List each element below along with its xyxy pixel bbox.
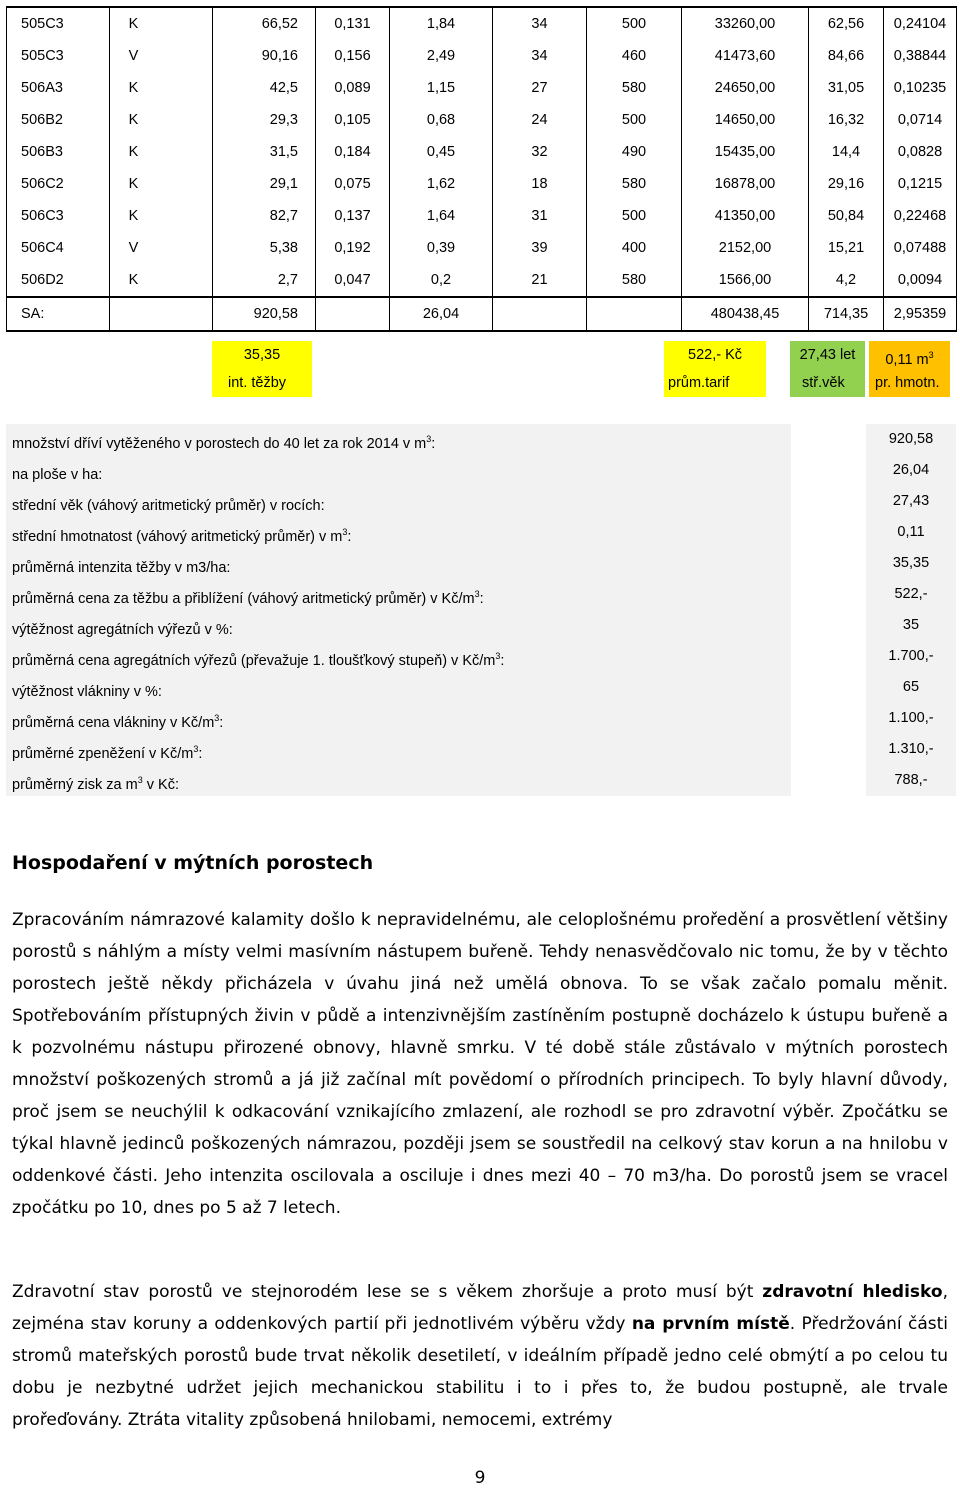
stat-value: 1.100,- <box>866 703 956 734</box>
table-cell: 0,105 <box>316 104 390 136</box>
table-cell: 0,39 <box>390 232 493 264</box>
stat-row <box>6 765 956 796</box>
stat-value: 35,35 <box>866 548 956 579</box>
table-cell: 714,35 <box>809 297 884 331</box>
table-cell: 506C3 <box>7 200 110 232</box>
intensity-value-chip: 35,35 <box>212 341 312 369</box>
table-cell: 16,32 <box>809 104 884 136</box>
table-cell: K <box>110 72 213 104</box>
table-cell: 1,84 <box>390 7 493 40</box>
stat-label: výtěžnost agregátních výřezů v %: <box>6 610 791 641</box>
stat-row <box>6 548 956 579</box>
stat-row <box>6 579 956 610</box>
table-cell: 27 <box>493 72 587 104</box>
stat-label: průměrné zpeněžení v $Kč/m^3$: <box>6 734 791 765</box>
table-cell: 0,24104 <box>884 7 957 40</box>
table-cell: 0,68 <box>390 104 493 136</box>
table-cell: 920,58 <box>213 297 316 331</box>
table-cell: 580 <box>587 168 682 200</box>
table-cell: 5,38 <box>213 232 316 264</box>
table-cell: 0,075 <box>316 168 390 200</box>
table-row <box>7 72 957 104</box>
table-cell: 33260,00 <box>682 7 809 40</box>
table-cell: 0,0094 <box>884 264 957 297</box>
table-cell: 506B2 <box>7 104 110 136</box>
table-row <box>7 104 957 136</box>
data-table <box>6 6 957 332</box>
table-cell: 34 <box>493 40 587 72</box>
table-row <box>7 7 957 40</box>
stat-value: 788,- <box>866 765 956 796</box>
stat-value: 522,- <box>866 579 956 610</box>
table-cell: K <box>110 168 213 200</box>
table-row <box>7 136 957 168</box>
table-cell: 0,2 <box>390 264 493 297</box>
stat-row <box>6 486 956 517</box>
table-cell: K <box>110 104 213 136</box>
table-cell: 500 <box>587 7 682 40</box>
table-cell: 0,089 <box>316 72 390 104</box>
table-cell: 580 <box>587 72 682 104</box>
table-cell: 0,0714 <box>884 104 957 136</box>
paragraph-2: Zdravotní stav porostů ve stejnorodém lese se s věkem zhoršuje a proto musí být zdravotní hledisko, zejména stav koruny a oddenkových partií při jednotlivém výběru vždy na prvním místě. Předržování části stromů mateřských porostů bude trvat několik desetiletí, v ideálním případě jedno celé obmýtí a po celou tu dobu je nezbytné udržet jejich mechanickou stabilitu i to i přes to, že budou postupně, ale trvale prořeďovány. Ztráta vitality způsobená hnilobami, nemocemi, extrémy <box>12 1282 948 1430</box>
table-cell: 0,192 <box>316 232 390 264</box>
table-cell: 580 <box>587 264 682 297</box>
table-cell: 50,84 <box>809 200 884 232</box>
table-cell: 0,1215 <box>884 168 957 200</box>
table-cell: 16878,00 <box>682 168 809 200</box>
table-cell: 480438,45 <box>682 297 809 331</box>
stat-row <box>6 672 956 703</box>
table-cell: 0,22468 <box>884 200 957 232</box>
table-cell: 82,7 <box>213 200 316 232</box>
table-cell: 1,62 <box>390 168 493 200</box>
table-cell: 0,131 <box>316 7 390 40</box>
table-cell: 41473,60 <box>682 40 809 72</box>
table-cell: 84,66 <box>809 40 884 72</box>
table-cell: 29,3 <box>213 104 316 136</box>
stat-row <box>6 517 956 548</box>
table-cell: 29,1 <box>213 168 316 200</box>
stat-row <box>6 641 956 672</box>
table-row <box>7 168 957 200</box>
stat-value: 65 <box>866 672 956 703</box>
stat-row <box>6 703 956 734</box>
table-cell: 1,64 <box>390 200 493 232</box>
table-cell <box>316 297 390 331</box>
table-cell: K <box>110 200 213 232</box>
table-cell: 0,45 <box>390 136 493 168</box>
table-cell: 0,184 <box>316 136 390 168</box>
tarif-label-chip: prům.tarif <box>664 369 766 397</box>
stat-value: 27,43 <box>866 486 956 517</box>
table-cell: 500 <box>587 104 682 136</box>
stat-label: střední věk (váhový aritmetický průměr) v rocích: <box>6 486 791 517</box>
table-cell: 24 <box>493 104 587 136</box>
table-cell: 0,0828 <box>884 136 957 168</box>
table-cell: 14650,00 <box>682 104 809 136</box>
table-cell: 24650,00 <box>682 72 809 104</box>
table-row <box>7 200 957 232</box>
table-cell: 15435,00 <box>682 136 809 168</box>
table-cell: 90,16 <box>213 40 316 72</box>
table-cell: 21 <box>493 264 587 297</box>
table-cell: 490 <box>587 136 682 168</box>
table-cell: 506B3 <box>7 136 110 168</box>
stat-label: střední hmotnatost (váhový aritmetický průměr) v $m^3$: <box>6 517 791 548</box>
table-cell: 4,2 <box>809 264 884 297</box>
paragraph-1: Zpracováním námrazové kalamity došlo k nepravidelnému, ale celoplošnému proředění a prosvětlení většiny porostů s náhlým a místy velmi masívním nástupem buřeně. Tehdy nenasvědčovalo nic tomu, že by v těchto porostech ještě někdy přicházela v úvahu jiná než umělá obnova. To se však začalo pomalu měnit. Spotřebováním přístupných živin v půdě a intenzivnějším zastíněním postupně docházelo k ústupu buřeně a k pozvolnému nástupu přirozené obnovy, hlavně smrku. V té době stále zůstávalo v mýtních porostech množství poškozených stromů a já již začínal mít povědomí o přírodních principech. To byly hlavní důvody, proč jsem se neuchýlil k odkacování vznikajícího zmlazení, ale rozhodl se pro zdravotní výběr. Zpočátku se týkal hlavně jedinců poškozených námrazou, později jsem se soustředil na celkový stav korun a na hnilobu v oddenkové části. Jeho intenzita oscilovala a osciluje i dnes mezi 40 – 70 m3/ha. Do porostů jsem se vracel zpočátku po 10, dnes po 5 až 7 letech. <box>12 910 948 1218</box>
stat-value: 0,11 <box>866 517 956 548</box>
table-cell: 31 <box>493 200 587 232</box>
table-cell: SA: <box>7 297 110 331</box>
stat-row <box>6 734 956 765</box>
table-cell: 1,15 <box>390 72 493 104</box>
stat-value: 1.310,- <box>866 734 956 765</box>
table-cell: 62,56 <box>809 7 884 40</box>
table-cell: 460 <box>587 40 682 72</box>
density-value-chip: 0,11 $m^3$ <box>869 341 950 369</box>
emphasis-health: zdravotní hledisko <box>762 1282 943 1302</box>
table-cell: 2152,00 <box>682 232 809 264</box>
table-sum-row <box>7 297 957 331</box>
table-cell: 42,5 <box>213 72 316 104</box>
table-cell <box>110 297 213 331</box>
age-label-chip: stř.věk <box>790 369 865 397</box>
table-cell: 506C4 <box>7 232 110 264</box>
table-cell: 0,047 <box>316 264 390 297</box>
table-cell: K <box>110 7 213 40</box>
stat-value: 35 <box>866 610 956 641</box>
stat-label: průměrná intenzita těžby v m3/ha: <box>6 548 791 579</box>
stat-value: 26,04 <box>866 455 956 486</box>
table-cell: 2,49 <box>390 40 493 72</box>
table-cell: 0,38844 <box>884 40 957 72</box>
stat-label: výtěžnost vlákniny v %: <box>6 672 791 703</box>
stat-label: množství dříví vytěženého v porostech do 40 let za rok 2014 v $m^3$: <box>6 424 791 455</box>
table-cell: 14,4 <box>809 136 884 168</box>
density-label-chip: pr. hmotn. <box>869 369 950 397</box>
table-row <box>7 264 957 297</box>
table-cell: 0,07488 <box>884 232 957 264</box>
table-cell: 506A3 <box>7 72 110 104</box>
table-cell: K <box>110 264 213 297</box>
stat-label: průměrný zisk za $m^3$ v Kč: <box>6 765 791 796</box>
page-number: 9 <box>474 1468 486 1488</box>
table-cell: 400 <box>587 232 682 264</box>
emphasis-first-place: na prvním místě <box>631 1314 790 1334</box>
stat-value: 920,58 <box>866 424 956 455</box>
stat-label: na ploše v ha: <box>6 455 791 486</box>
table-cell: 2,7 <box>213 264 316 297</box>
stat-row <box>6 455 956 486</box>
table-cell: 39 <box>493 232 587 264</box>
table-cell: 31,05 <box>809 72 884 104</box>
section-heading: Hospodaření v mýtních porostech <box>12 852 374 874</box>
table-cell: 34 <box>493 7 587 40</box>
table-cell: 506D2 <box>7 264 110 297</box>
table-cell: 0,156 <box>316 40 390 72</box>
table-cell: 505C3 <box>7 40 110 72</box>
table-cell: 41350,00 <box>682 200 809 232</box>
table-cell: 2,95359 <box>884 297 957 331</box>
summary-statistics <box>6 424 956 796</box>
table-cell: 26,04 <box>390 297 493 331</box>
table-cell: 1566,00 <box>682 264 809 297</box>
stat-label: průměrná cena agregátních výřezů (převažuje 1. tloušťkový stupeň) v $Kč/m^3$: <box>6 641 791 672</box>
table-row <box>7 40 957 72</box>
stat-row <box>6 424 956 455</box>
table-cell: 15,21 <box>809 232 884 264</box>
table-cell: 505C3 <box>7 7 110 40</box>
table-cell: V <box>110 40 213 72</box>
table-cell: 0,10235 <box>884 72 957 104</box>
table-cell: 506C2 <box>7 168 110 200</box>
age-value-chip: 27,43 let <box>790 341 865 369</box>
table-cell: 500 <box>587 200 682 232</box>
stat-label: průměrná cena za těžbu a přiblížení (váhový aritmetický průměr) v $Kč/m^3$: <box>6 579 791 610</box>
table-cell <box>587 297 682 331</box>
table-cell: 32 <box>493 136 587 168</box>
table-row <box>7 232 957 264</box>
tarif-value-chip: 522,- Kč <box>664 341 766 369</box>
table-cell: 31,5 <box>213 136 316 168</box>
table-cell: 0,137 <box>316 200 390 232</box>
stat-label: průměrná cena vlákniny v $Kč/m^3$: <box>6 703 791 734</box>
stat-row <box>6 610 956 641</box>
table-cell: 29,16 <box>809 168 884 200</box>
intensity-label-chip: int. těžby <box>212 369 312 397</box>
stat-value: 1.700,- <box>866 641 956 672</box>
table-cell: K <box>110 136 213 168</box>
table-cell: 18 <box>493 168 587 200</box>
table-cell: V <box>110 232 213 264</box>
table-cell: 66,52 <box>213 7 316 40</box>
table-cell <box>493 297 587 331</box>
